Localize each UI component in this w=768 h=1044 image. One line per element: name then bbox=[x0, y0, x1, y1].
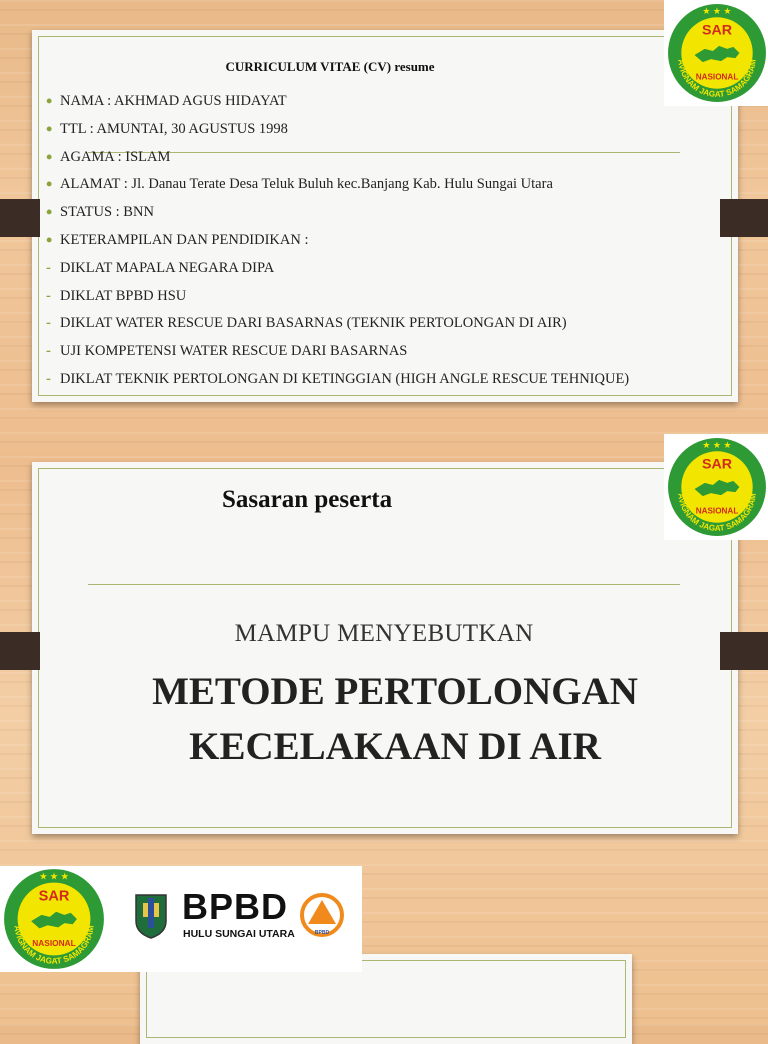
svg-text:★ ★ ★: ★ ★ ★ bbox=[702, 6, 732, 17]
svg-text:SAR: SAR bbox=[701, 22, 733, 39]
cv-item-diklat-water-rescue: - DIKLAT WATER RESCUE DARI BASARNAS (TEKNIK PERTOLONGAN DI AIR) bbox=[46, 315, 567, 332]
slide-tab-left bbox=[0, 199, 40, 237]
svg-text:AVIGNAM JAGAT SAMAGRAM: AVIGNAM JAGAT SAMAGRAM bbox=[12, 924, 96, 966]
target-subheading: MAMPU MENYEBUTKAN bbox=[234, 620, 534, 647]
cv-item-status: • STATUS : BNN bbox=[46, 202, 154, 223]
cv-item-diklat-bpbd: - DIKLAT BPBD HSU bbox=[46, 287, 187, 304]
svg-text:★ ★ ★: ★ ★ ★ bbox=[702, 440, 732, 451]
target-divider bbox=[88, 584, 680, 585]
svg-text:SAR: SAR bbox=[38, 888, 70, 905]
sar-logo-icon bbox=[666, 0, 768, 106]
slide-tab-right bbox=[720, 199, 768, 237]
hsu-emblem-icon bbox=[134, 893, 168, 939]
target-main-line-2: KECELAKAAN DI AIR bbox=[189, 725, 601, 768]
svg-text:SAR: SAR bbox=[701, 456, 733, 473]
cv-item-alamat: • ALAMAT : Jl. Danau Terate Desa Teluk Buluh kec.Banjang Kab. Hulu Sungai Utara bbox=[46, 174, 553, 195]
cv-list bbox=[46, 88, 629, 394]
bpbd-subtitle: HULU SUNGAI UTARA bbox=[183, 928, 295, 940]
target-slide-card bbox=[32, 462, 738, 834]
cv-item-nama: • NAMA : AKHMAD AGUS HIDAYAT bbox=[46, 91, 287, 111]
svg-text:NASIONAL: NASIONAL bbox=[32, 938, 76, 949]
cv-item-agama: • AGAMA : ISLAM bbox=[46, 146, 171, 167]
svg-text:AVIGNAM JAGAT SAMAGRAM: AVIGNAM JAGAT SAMAGRAM bbox=[676, 492, 758, 533]
svg-text:★ ★ ★: ★ ★ ★ bbox=[39, 872, 69, 883]
cv-item-diklat-mapala: - DIKLAT MAPALA NEGARA DIPA bbox=[46, 259, 275, 276]
cv-title: CURRICULUM VITAE (CV) resume bbox=[225, 59, 435, 74]
cv-item-diklat-ketinggian: - DIKLAT TEKNIK PERTOLONGAN DI KETINGGIAN (HIGH ANGLE RESCUE TEHNIQUE) bbox=[46, 370, 630, 387]
cv-item-keterampilan: • KETERAMPILAN DAN PENDIDIKAN : bbox=[46, 229, 309, 250]
target-heading: Sasaran peserta bbox=[222, 486, 393, 513]
bpbd-title: BPBD bbox=[182, 886, 289, 927]
svg-text:NASIONAL: NASIONAL bbox=[695, 72, 739, 82]
sar-logo-icon bbox=[2, 866, 106, 972]
target-main-line-1: METODE PERTOLONGAN bbox=[152, 670, 638, 713]
svg-text:BPBD: BPBD bbox=[314, 930, 330, 936]
sar-logo-icon bbox=[666, 434, 768, 540]
svg-text:NASIONAL: NASIONAL bbox=[695, 506, 739, 516]
cv-item-uji-kompetensi: - UJI KOMPETENSI WATER RESCUE DARI BASARNAS bbox=[46, 343, 408, 360]
svg-text:AVIGNAM JAGAT SAMAGRAM: AVIGNAM JAGAT SAMAGRAM bbox=[676, 58, 758, 99]
bpbd-emblem-icon bbox=[300, 890, 344, 940]
cv-item-ttl: • TTL : AMUNTAI, 30 AGUSTUS 1998 bbox=[46, 118, 288, 139]
